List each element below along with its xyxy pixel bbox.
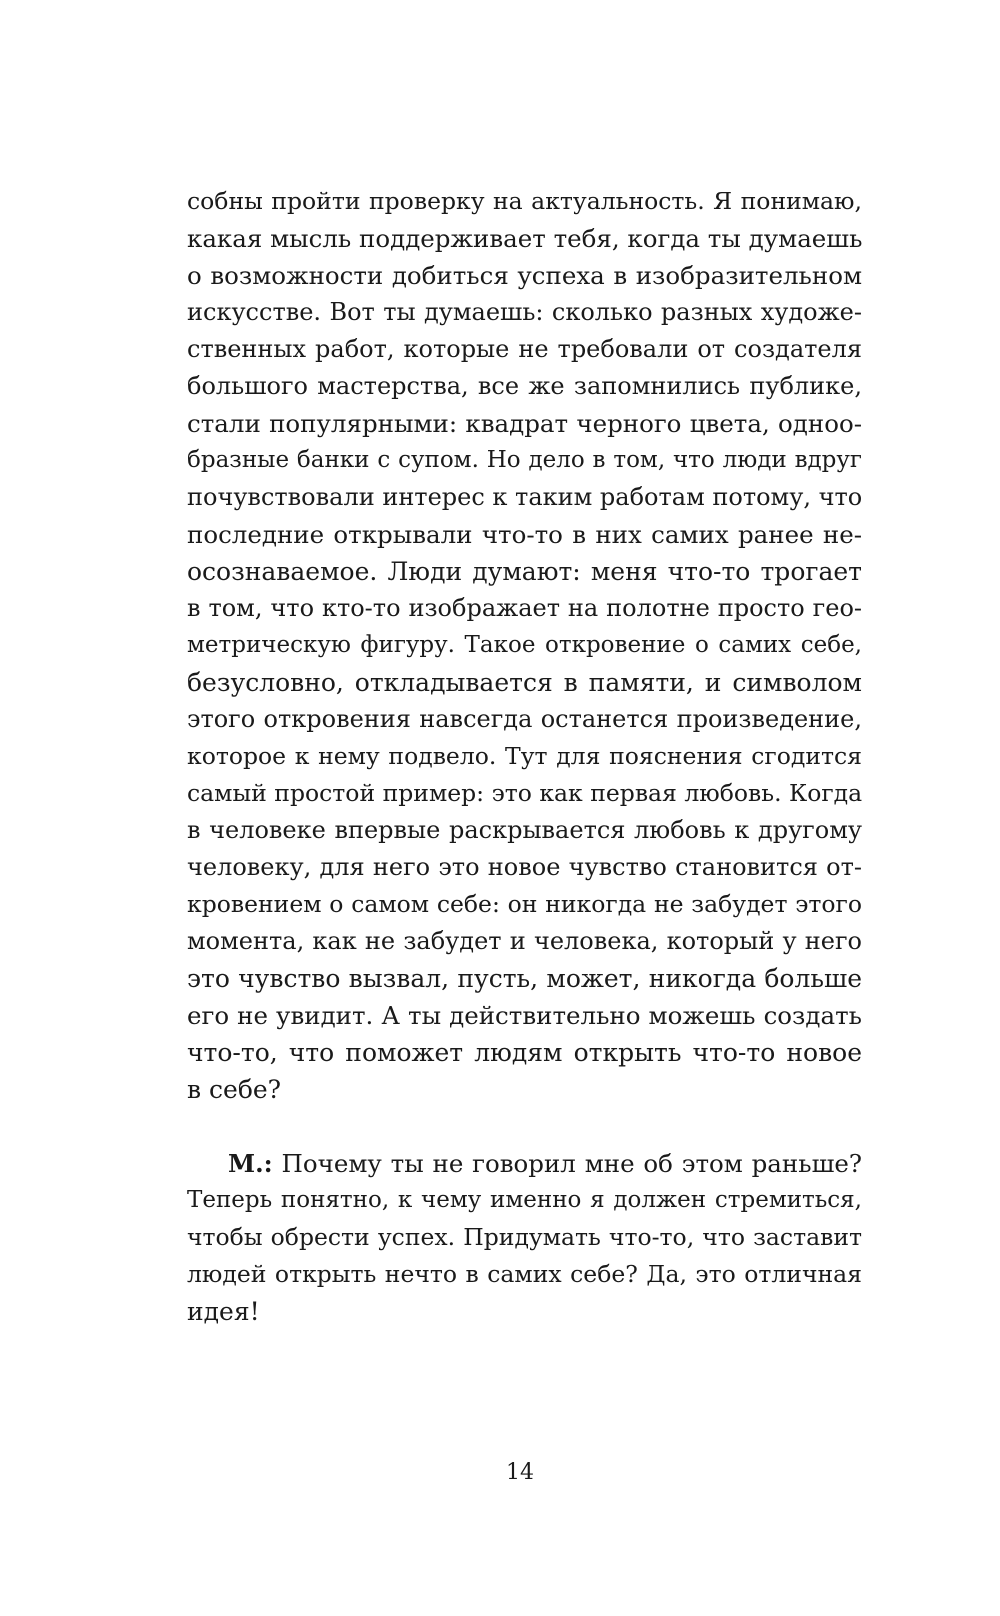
dialogue-text: Почему ты не говорил мне об этом раньше? — [272, 1149, 862, 1178]
text-line: осознаваемое. Люди думают: меня что-то трогает — [187, 557, 862, 586]
text-line: в человеке впервые раскрывается любовь к другому — [187, 816, 862, 844]
text-line: о возможности добиться успеха в изобразительном — [187, 261, 862, 290]
text-line: что-то, что поможет людям открыть что-то новое — [187, 1038, 862, 1067]
speaker-label: М.: — [228, 1149, 273, 1178]
text-line: кровением о самом себе: он никогда не забудет этого — [187, 890, 862, 918]
text-line: последние открывали что-то в них самих ранее не- — [187, 520, 862, 549]
text-line: момента, как не забудет и человека, который у него — [187, 927, 862, 955]
text-line: безусловно, откладывается в памяти, и символом — [187, 668, 862, 697]
text-line: ственных работ, которые не требовали от создателя — [187, 335, 862, 363]
text-line: чтобы обрести успех. Придумать что-то, что заставит — [187, 1223, 862, 1251]
text-line: этого откровения навсегда останется произведение, — [187, 705, 862, 733]
text-line: собны пройти проверку на актуальность. Я понимаю, — [187, 187, 862, 215]
text-line: метрическую фигуру. Такое откровение о самих себе, — [187, 632, 862, 658]
text-line: искусстве. Вот ты думаешь: сколько разных художе- — [187, 298, 862, 326]
text-line: стали популярными: квадрат черного цвета, одноо- — [187, 409, 862, 438]
text-line: большого мастерства, все же запомнились публике, — [187, 372, 862, 400]
text-line: в себе? — [187, 1075, 282, 1104]
text-line: какая мысль поддерживает тебя, когда ты думаешь — [187, 224, 863, 253]
text-line: которое к нему подвело. Тут для пояснения сгодится — [187, 742, 862, 770]
text-line: в том, что кто-то изображает на полотне просто гео- — [187, 594, 862, 622]
text-line: бразные банки с супом. Но дело в том, что люди вдруг — [187, 447, 862, 473]
dialogue-first-line — [187, 1145, 862, 1182]
text-line: это чувство вызвал, пусть, может, никогда больше — [187, 964, 862, 993]
paragraph-dialogue — [187, 1145, 862, 1330]
text-line: людей открыть нечто в самих себе? Да, это отличная — [187, 1260, 862, 1288]
paragraph-narration — [187, 183, 862, 1108]
text-line: идея! — [187, 1297, 260, 1326]
page-number: 14 — [506, 1460, 534, 1485]
text-line: человеку, для него это новое чувство становится от- — [187, 853, 862, 881]
text-line: самый простой пример: это как первая любовь. Когда — [187, 779, 863, 807]
text-line: Теперь понятно, к чему именно я должен стремиться, — [187, 1187, 862, 1213]
text-line: его не увидит. А ты действительно можешь создать — [187, 1001, 862, 1030]
text-line: почувствовали интерес к таким работам потому, что — [187, 483, 863, 511]
